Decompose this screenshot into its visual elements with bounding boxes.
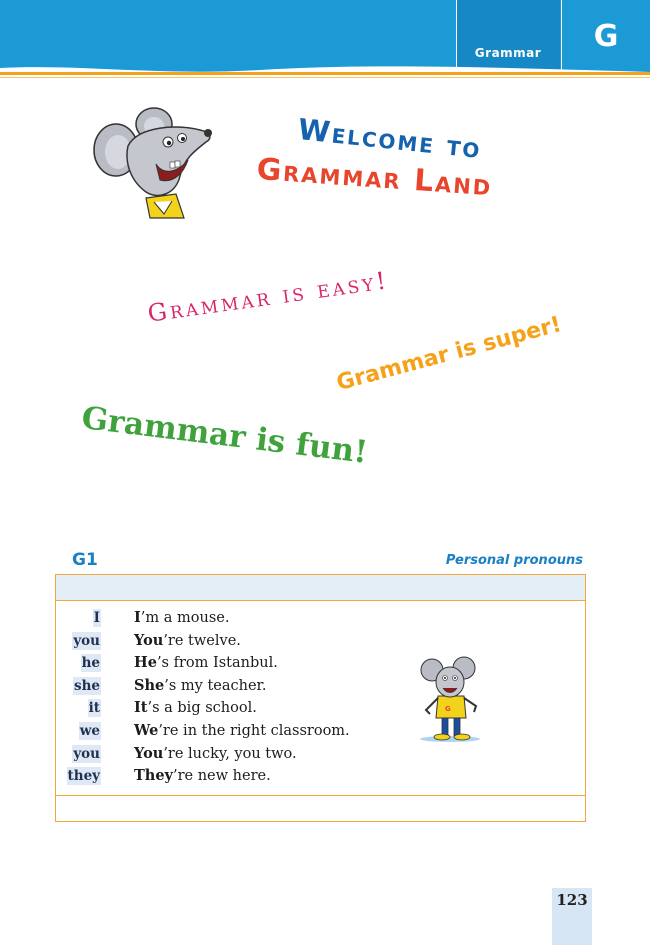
sentence-rest: ’s my teacher. [164,677,267,694]
title-line-2: Grammar Land [255,152,494,204]
sentence-rest: ’s from Istanbul. [156,655,278,672]
table-footer-band [56,795,585,821]
slogan-super: Grammar is super! [334,312,565,397]
section-label: Grammar [456,0,560,70]
pronoun: he [81,655,100,672]
pronoun: they [67,768,100,785]
pronoun-rows [56,609,585,790]
example-sentence [134,722,350,740]
table-row [56,699,585,722]
example-sentence [134,767,271,785]
page-header [0,0,650,72]
sentence-rest: ’re twelve. [163,632,241,649]
orange-rule-thin [0,77,650,78]
table-row [56,745,585,768]
example-sentence [134,632,241,650]
table-header-band [56,575,585,601]
example-sentence [134,654,278,672]
sentence-rest: ’s a big school. [147,700,257,717]
sentence-rest: ’re new here. [172,768,271,785]
orange-rule [0,72,650,75]
table-row [56,677,585,700]
pronoun: it [88,700,100,717]
sentence-subject: He [134,654,157,672]
sentence-subject: They [134,767,173,785]
pronoun: she [73,677,100,694]
example-sentence [134,745,297,763]
sentence-subject: She [134,676,165,694]
section-letter: G [562,0,650,70]
header-divider [456,0,457,70]
pronoun: you [73,632,100,649]
pronoun: we [79,722,100,739]
slogan-easy: Grammar is easy! [146,266,391,328]
svg-text:G: G [445,705,451,713]
title-line-1: Welcome to [296,112,484,166]
pronoun: you [73,745,100,762]
table-row [56,722,585,745]
mouse-mascot-small-icon [412,656,490,742]
example-sentence [134,609,229,627]
section-id: G1 [72,550,98,570]
slogan-fun: Grammar is fun! [79,400,370,471]
mouse-mascot-icon [88,106,218,221]
section-topic: Personal pronouns [445,553,583,568]
sentence-subject: You [134,631,164,649]
sentence-rest: ’re lucky, you two. [163,745,297,762]
table-row [56,632,585,655]
header-wave [0,62,650,78]
pronoun: I [93,610,100,626]
sentence-rest: ’m a mouse. [140,610,230,626]
sentence-rest: ’re in the right classroom. [158,722,350,739]
sentence-subject: It [134,699,148,717]
sentence-subject: I [134,609,141,626]
sentence-subject: We [134,721,159,739]
pronoun-table [55,574,586,822]
sentence-subject: You [134,744,164,762]
table-row [56,609,585,632]
page-number: 123 [552,888,592,945]
table-row [56,654,585,677]
example-sentence [134,699,257,717]
table-row [56,767,585,790]
example-sentence [134,677,267,695]
